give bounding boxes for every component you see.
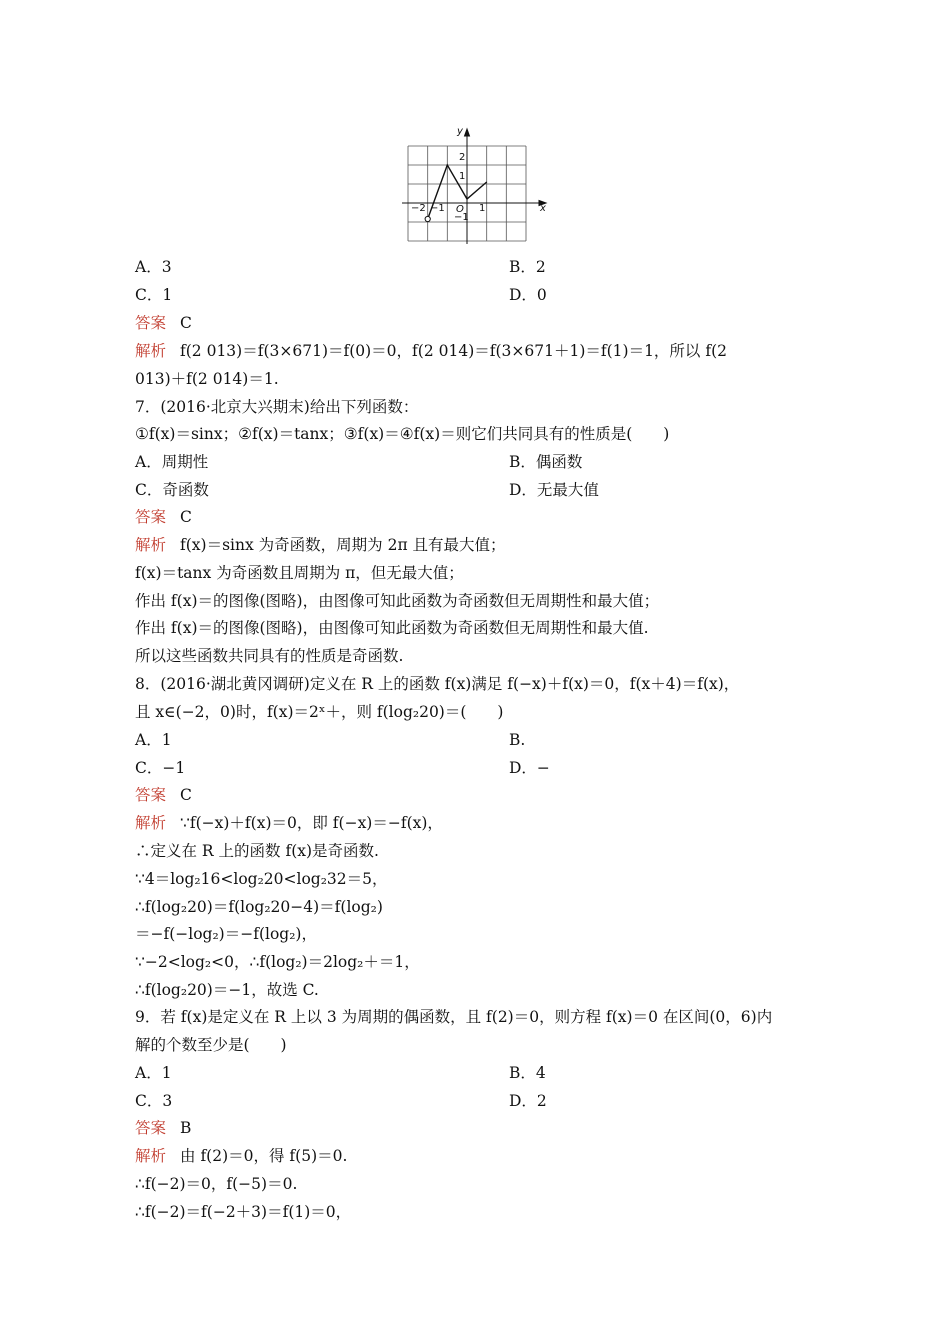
q8-answer: C [180,786,192,804]
q7-option-d: D．无最大值 [509,481,599,499]
q7-answer-line [135,507,192,527]
q9-option-a: A．1 [135,1064,172,1082]
q8-analysis-line-6: ∵−2<log₂<0，∴f(log₂)＝2log₂＋＝1， [135,953,420,971]
q9-analysis-label: 解析 [135,1147,167,1165]
q9-stem-2: 解的个数至少是( ) [135,1036,287,1054]
q7-analysis-line-5: 所以这些函数共同具有的性质是奇函数. [135,647,404,665]
q9-option-d: D．2 [509,1092,547,1110]
q9-option-b: B．4 [509,1064,546,1082]
graph-tick-x1: 1 [479,203,486,214]
q7-analysis-text-1: f(x)＝sinx 为奇函数，周期为 2π 且有最大值； [180,536,506,554]
q8-stem-1: 8．(2016·湖北黄冈调研)定义在 R 上的函数 f(x)满足 f(−x)＋f(x)＝0，f(x＋4)＝f(x)， [135,675,740,693]
q9-analysis-line-2: ∴f(−2)＝0，f(−5)＝0. [135,1175,298,1193]
q9-analysis-text-1: 由 f(2)＝0，得 f(5)＝0. [180,1147,348,1165]
graph-tick-y2: 2 [459,152,466,163]
graph-tick-neg1: −1 [430,203,445,214]
q6-analysis-line-2: 013)＋f(2 014)＝1. [135,370,279,388]
q8-option-c: C．−1 [135,759,186,777]
q9-option-c: C．3 [135,1092,173,1110]
q8-analysis-line-3: ∵4＝log₂16<log₂20<log₂32＝5， [135,870,388,888]
q7-stem-2: ①f(x)＝sinx；②f(x)＝tanx；③f(x)＝④f(x)＝则它们共同具有的性质是( ) [135,425,670,443]
q6-analysis-text-1: f(2 013)＝f(3×671)＝f(0)＝0，f(2 014)＝f(3×671＋1)＝f(1)＝1，所以 f(2 [180,342,727,360]
q7-analysis-line-1 [135,535,506,555]
q7-analysis-line-4: 作出 f(x)＝的图像(图略)，由图像可知此函数为奇函数但无周期性和最大值. [135,619,649,637]
q7-answer: C [180,508,192,526]
q8-analysis-line-5: ＝−f(−log₂)＝−f(log₂)， [135,925,317,943]
q8-analysis-line-7: ∴f(log₂20)＝−1，故选 C. [135,981,319,999]
q7-option-c: C．奇函数 [135,481,209,499]
q6-option-a: A．3 [135,258,172,276]
q7-option-a: A．周期性 [135,453,209,471]
q8-option-d: D．− [509,759,550,777]
q6-option-b: B．2 [509,258,546,276]
q7-analysis-line-3: 作出 f(x)＝的图像(图略)，由图像可知此函数为奇函数但无周期性和最大值； [135,592,660,610]
graph-tick-neg2: −2 [411,203,426,214]
graph-x-label: x [540,203,546,214]
q8-analysis-line-4: ∴f(log₂20)＝f(log₂20−4)＝f(log₂) [135,898,383,916]
graph-tick-y1: 1 [459,171,466,182]
q8-analysis-text-1: ∵f(−x)＋f(x)＝0，即 f(−x)＝−f(x)， [180,814,443,832]
q9-analysis-line-3: ∴f(−2)＝f(−2＋3)＝f(1)＝0， [135,1203,352,1221]
q6-option-c: C．1 [135,286,173,304]
q9-answer: B [180,1119,192,1137]
graph-y-label: y [457,126,463,137]
graph-origin-label: O [456,204,464,215]
q8-stem-2: 且 x∈(−2，0)时，f(x)＝2ˣ＋，则 f(log₂20)＝( ) [135,703,504,721]
q6-option-d: D．0 [509,286,547,304]
q8-analysis-line-1 [135,813,443,833]
q6-answer-label: 答案 [135,314,167,332]
q6-analysis-label: 解析 [135,342,167,360]
q8-analysis-line-2: ∴定义在 R 上的函数 f(x)是奇函数. [135,842,379,860]
q8-option-a: A．1 [135,731,172,749]
open-endpoint [425,216,430,221]
q8-option-b: B. [509,731,526,749]
q9-stem-1: 9．若 f(x)是定义在 R 上以 3 为周期的偶函数，且 f(2)＝0，则方程 f(x)＝0 在区间(0，6)内 [135,1008,773,1026]
q6-answer-line [135,313,192,333]
q8-answer-label: 答案 [135,786,167,804]
graph-tick-yneg1: −1 [454,212,469,223]
q8-analysis-label: 解析 [135,814,167,832]
q6-answer: C [180,314,192,332]
q6-analysis-line-1 [135,341,727,361]
q9-analysis-line-1 [135,1146,347,1166]
q7-analysis-line-2: f(x)＝tanx 为奇函数且周期为 π，但无最大值； [135,564,464,582]
q7-answer-label: 答案 [135,508,167,526]
q7-option-b: B．偶函数 [509,453,583,471]
function-graph [398,120,558,245]
q8-answer-line [135,785,192,805]
q9-answer-label: 答案 [135,1119,167,1137]
q9-answer-line [135,1118,191,1138]
q7-analysis-label: 解析 [135,536,167,554]
q7-stem-1: 7．(2016·北京大兴期末)给出下列函数： [135,398,419,416]
